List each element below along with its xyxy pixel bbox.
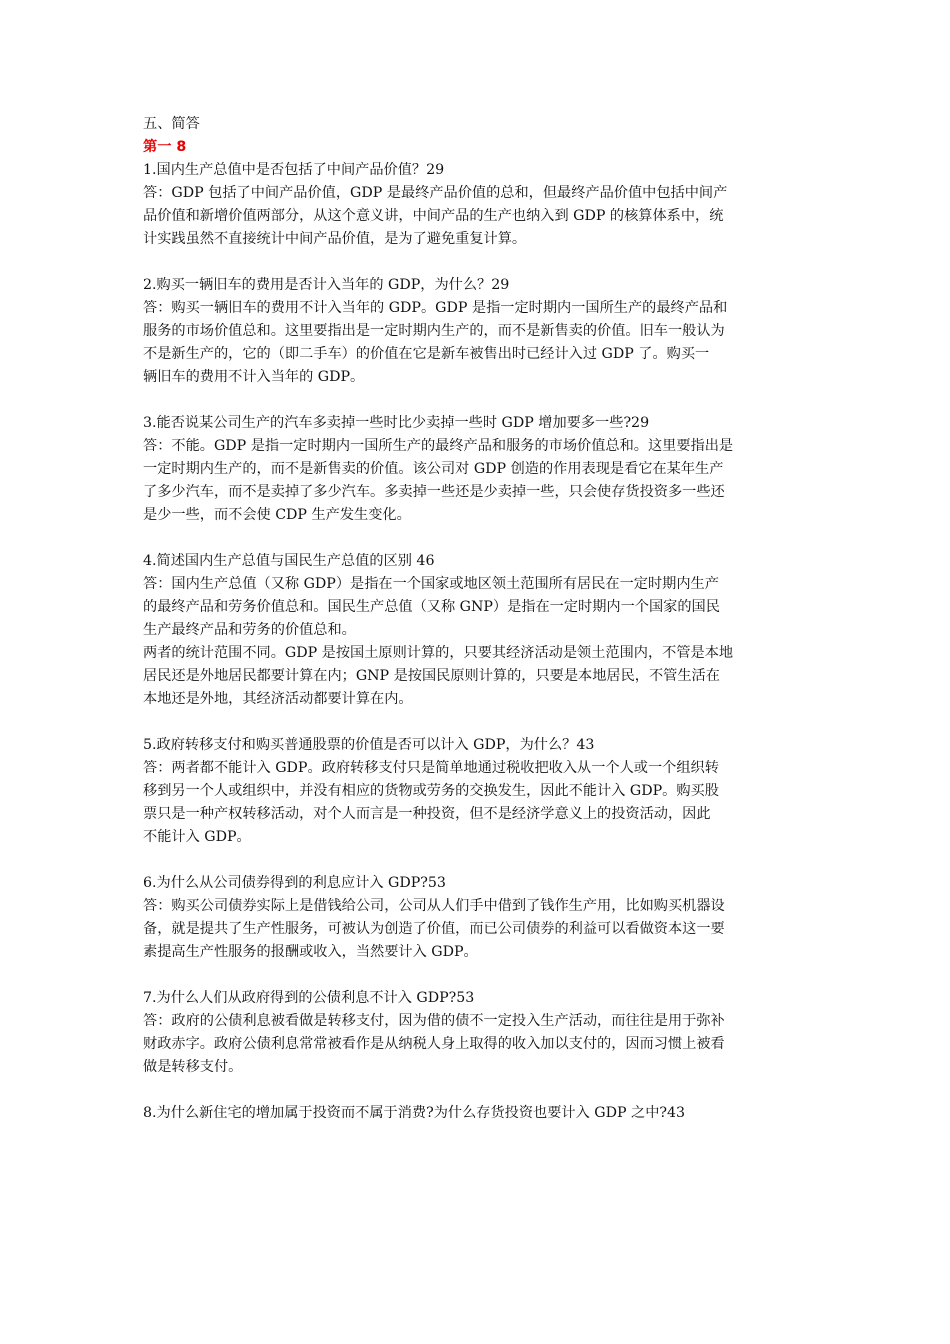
question-block-8 (143, 1102, 809, 1125)
answer-line: 答：国内生产总值（又称 GDP）是指在一个国家或地区领土范围所有居民在一定时期内生产 (143, 576, 719, 592)
answer-line: 计实践虽然不直接统计中间产品价值，是为了避免重复计算。 (143, 231, 527, 247)
paragraph-gap (143, 849, 809, 872)
paragraph-gap (143, 527, 809, 550)
answer-line: 了多少汽车，而不是卖掉了多少汽车。多卖掉一些还是少卖掉一些，只会使存货投资多一些还 (143, 484, 725, 500)
answer-line: 财政赤字。政府公债利息常常被看作是从纳税人身上取得的收入加以支付的，因而习惯上被看 (143, 1036, 725, 1052)
document-page (143, 113, 809, 1125)
paragraph-gap (143, 711, 809, 734)
answer-line: 素提高生产性服务的报酬或收入，当然要计入 GDP。 (143, 944, 478, 960)
answer-line: 不能计入 GDP。 (143, 829, 251, 845)
paragraph-gap (143, 1079, 809, 1102)
answer-line: 票只是一种产权转移活动，对个人而言是一种投资，但不是经济学意义上的投资活动，因此 (143, 806, 711, 822)
answer-line: 移到另一个人或组织中，并没有相应的货物或劳务的交换发生，因此不能计入 GDP。购买股 (143, 783, 719, 799)
answer-line: 居民还是外地居民都要计算在内；GNP 是按国民原则计算的，只要是本地居民，不管生活在 (143, 668, 720, 684)
question-text: 4.简述国内生产总值与国民生产总值的区别 46 (143, 553, 435, 569)
answer-line: 答：GDP 包括了中间产品价值，GDP 是最终产品价值的总和，但最终产品价值中包括中间产 (143, 185, 728, 201)
question-block-3 (143, 412, 809, 527)
question-text: 8.为什么新住宅的增加属于投资而不属于消费?为什么存货投资也要计入 GDP 之中?43 (143, 1105, 686, 1121)
answer-line: 备，就是提共了生产性服务，可被认为创造了价值，而已公司债券的利益可以看做资本这一要 (143, 921, 725, 937)
answer-line: 两者的统计范围不同。GDP 是按国土原则计算的，只要其经济活动是领土范围内，不管是本地 (143, 645, 734, 661)
answer-line: 做是转移支付。 (143, 1059, 243, 1075)
question-text: 1.国内生产总值中是否包括了中间产品价值？29 (143, 162, 445, 178)
answer-line: 是少一些，而不会使 CDP 生产发生变化。 (143, 507, 411, 523)
answer-line: 一定时期内生产的，而不是新售卖的价值。该公司对 GDP 创造的作用表现是看它在某年生产 (143, 461, 724, 477)
answer-line: 辆旧车的费用不计入当年的 GDP。 (143, 369, 365, 385)
question-block-6 (143, 872, 809, 964)
question-text: 5.政府转移支付和购买普通股票的价值是否可以计入 GDP，为什么？43 (143, 737, 595, 753)
question-text: 2.购买一辆旧车的费用是否计入当年的 GDP，为什么？29 (143, 277, 510, 293)
answer-line: 答：购买公司债券实际上是借钱给公司，公司从人们手中借到了钱作生产用，比如购买机器设 (143, 898, 725, 914)
question-block-2 (143, 274, 809, 389)
answer-line: 答：购买一辆旧车的费用不计入当年的 GDP。GDP 是指一定时期内一国所生产的最终产品和 (143, 300, 728, 316)
paragraph-gap (143, 964, 809, 987)
question-block-5 (143, 734, 809, 849)
section-title: 五、简答 (143, 116, 200, 132)
answer-line: 不是新生产的，它的（即二手车）的价值在它是新车被售出时已经计入过 GDP 了。购买一 (143, 346, 710, 362)
chapter-heading: 第一 8 (143, 139, 187, 155)
question-block-7 (143, 987, 809, 1079)
question-block-1 (143, 159, 809, 251)
paragraph-gap (143, 389, 809, 412)
question-text: 7.为什么人们从政府得到的公债利息不计入 GDP?53 (143, 990, 475, 1006)
answer-line: 品价值和新增价值两部分，从这个意义讲，中间产品的生产也纳入到 GDP 的核算体系中，统 (143, 208, 724, 224)
question-block-4 (143, 550, 809, 711)
answer-line: 答：政府的公债利息被看做是转移支付，因为借的债不一定投入生产活动，而往往是用于弥补 (143, 1013, 725, 1029)
paragraph-gap (143, 251, 809, 274)
answer-line: 的最终产品和劳务价值总和。国民生产总值（又称 GNP）是指在一定时期内一个国家的国民 (143, 599, 720, 615)
answer-line: 本地还是外地，其经济活动都要计算在内。 (143, 691, 413, 707)
answer-line: 答：两者都不能计入 GDP。政府转移支付只是简单地通过税收把收入从一个人或一个组织转 (143, 760, 719, 776)
question-text: 6.为什么从公司债券得到的利息应计入 GDP?53 (143, 875, 446, 891)
answer-line: 生产最终产品和劳务的价值总和。 (143, 622, 356, 638)
question-text: 3.能否说某公司生产的汽车多卖掉一些时比少卖掉一些时 GDP 增加要多一些?29 (143, 415, 650, 431)
answer-line: 服务的市场价值总和。这里要指出是一定时期内生产的，而不是新售卖的价值。旧车一般认为 (143, 323, 725, 339)
answer-line: 答：不能。GDP 是指一定时期内一国所生产的最终产品和服务的市场价值总和。这里要指出是 (143, 438, 734, 454)
